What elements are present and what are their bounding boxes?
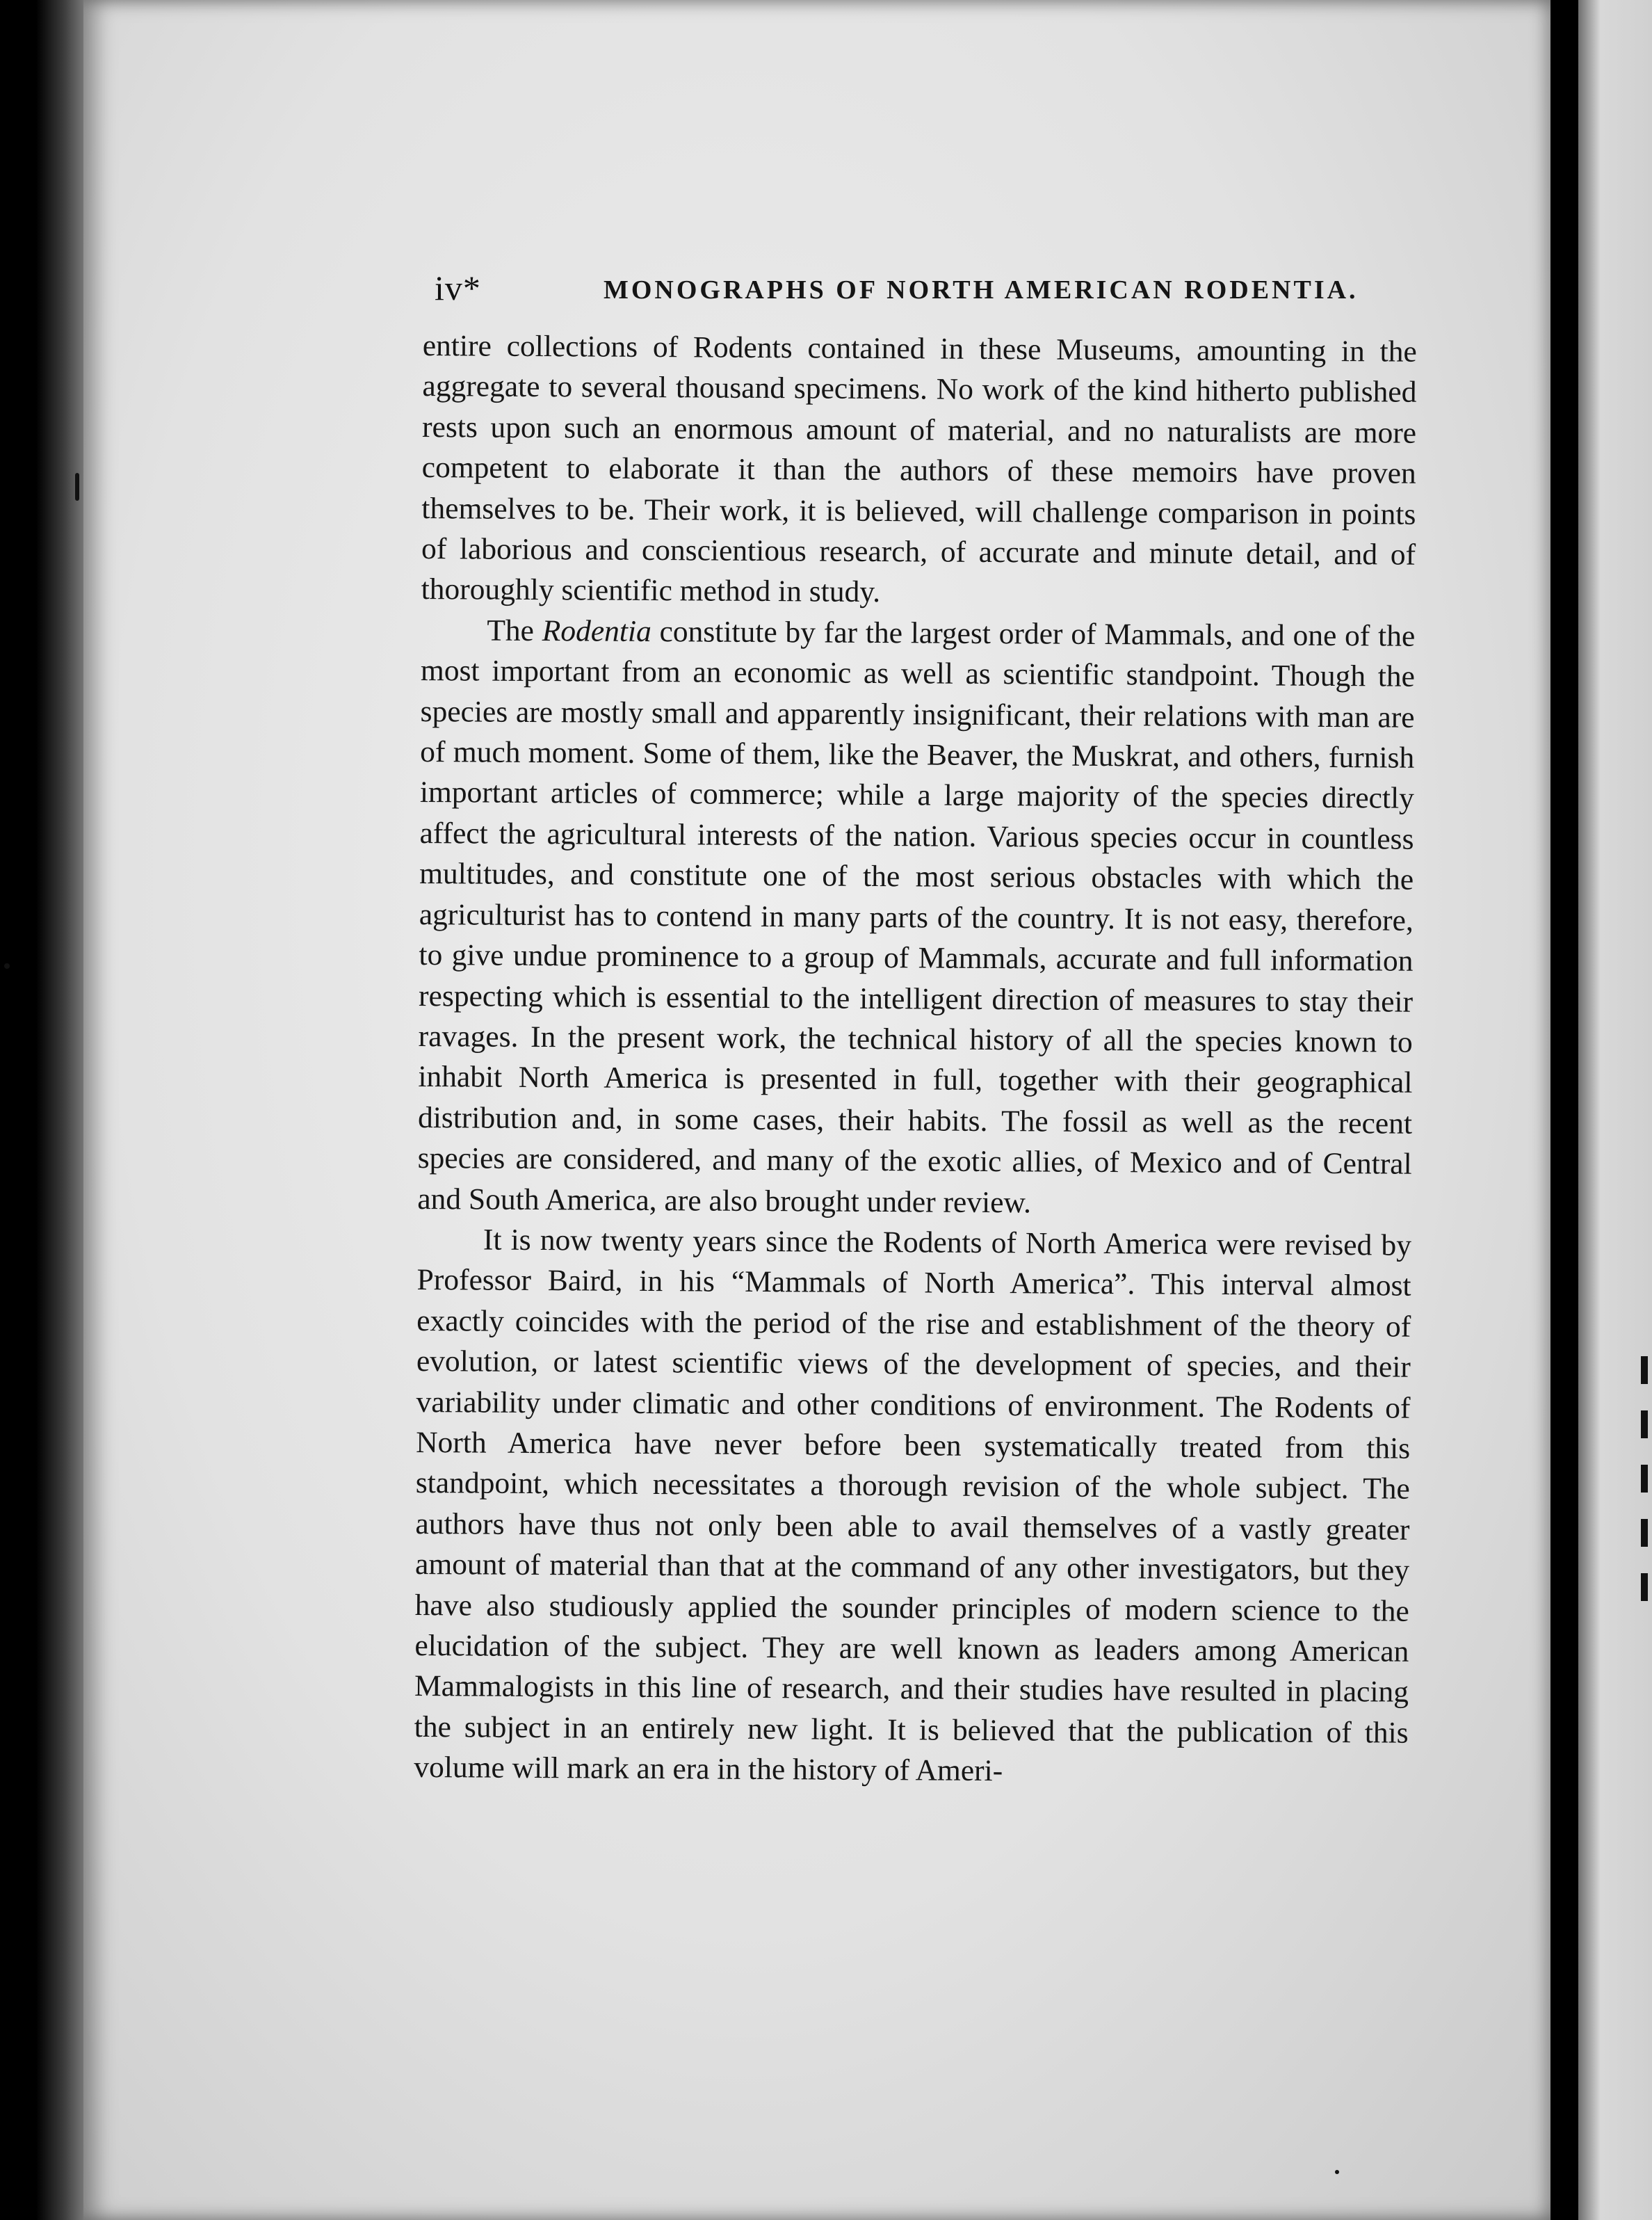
margin-ink-mark bbox=[75, 473, 79, 501]
paragraph-3-text: It is now twenty years since the Rodents of North America were revised by Professor Baird, in his “Mammals of North America”. This interval almost exactly coincides with the period of the rise and establishment of the theory of evolution, or latest scientific views of the development of species, and their variability under climatic and other conditions of environment. The Rodents of North America have never before been systematically treated from this standpoint, which necessitates a thorough revision of the whole subject. The authors have thus not only been able to avail themselves of a vastly greater amount of material than that at the command of any other investigators, but they have also studiously applied the sounder principles of modern science to the elucidation of the subject. They are well known as leaders among American Mammalogists in this line of research, and their studies have resulted in placing the subject in an entirely new light. It is believed that the publication of this volume will mark an era in the history of Ameri- bbox=[414, 1223, 1412, 1788]
italic-taxon-name: Rodentia bbox=[542, 613, 651, 648]
paragraph-1 bbox=[421, 325, 1417, 616]
margin-ink-speck bbox=[4, 963, 10, 969]
running-head: MONOGRAPHS OF NORTH AMERICAN RODENTIA. bbox=[604, 275, 1359, 305]
adjacent-page-edge bbox=[1578, 0, 1652, 2220]
page-number: iv* bbox=[435, 268, 481, 307]
adjacent-page-text-fragments bbox=[1641, 1356, 1652, 1627]
margin-ink-speck bbox=[1335, 2170, 1339, 2174]
paragraph-2-text-rest: constitute by far the largest order of Mammals, and one of the most important from an economic as well as scientific standpoint. Though the species are mostly small and apparently insignificant, their relations with man are of much moment. Some of them, like the Beaver, the Muskrat, and others, furnish important articles of commerce; while a large majority of the species directly affect the agricultural interests of the nation. Various species occur in countless multitudes, and constitute one of the most serious obstacles with which the agriculturist has to contend in many parts of the country. It is not easy, therefore, to give undue prominence to a group of Mammals, accurate and full information respecting which is essential to the intelligent direction of measures to stay their ravages. In the present work, the technical history of all the species known to inhabit North America is presented in full, together with their geographical distribution and, in some cases, their habits. The fossil as well as the recent species are considered, and many of the exotic allies, of Mexico and of Central and South America, are also brought under review. bbox=[417, 614, 1416, 1219]
paragraph-2-text-start: The bbox=[487, 613, 542, 648]
page-gutter bbox=[1550, 0, 1578, 2220]
scan-left-edge bbox=[0, 0, 90, 2220]
paragraph-3 bbox=[414, 1219, 1411, 1794]
body-text bbox=[414, 325, 1417, 1794]
paragraph-2 bbox=[417, 610, 1415, 1225]
paragraph-1-text: entire collections of Rodents contained in these Museums, amounting in the aggregate to several thousand specimens. No work of the kind hitherto published rests upon such an enormous amount of material, and no naturalists are more competent to elaborate it than the authors of these memoirs have proven themselves to be. Their work, it is believed, will challenge comparison in points of laborious and conscientious research, of accurate and minute detail, and of thoroughly scientific method in study. bbox=[421, 328, 1417, 609]
